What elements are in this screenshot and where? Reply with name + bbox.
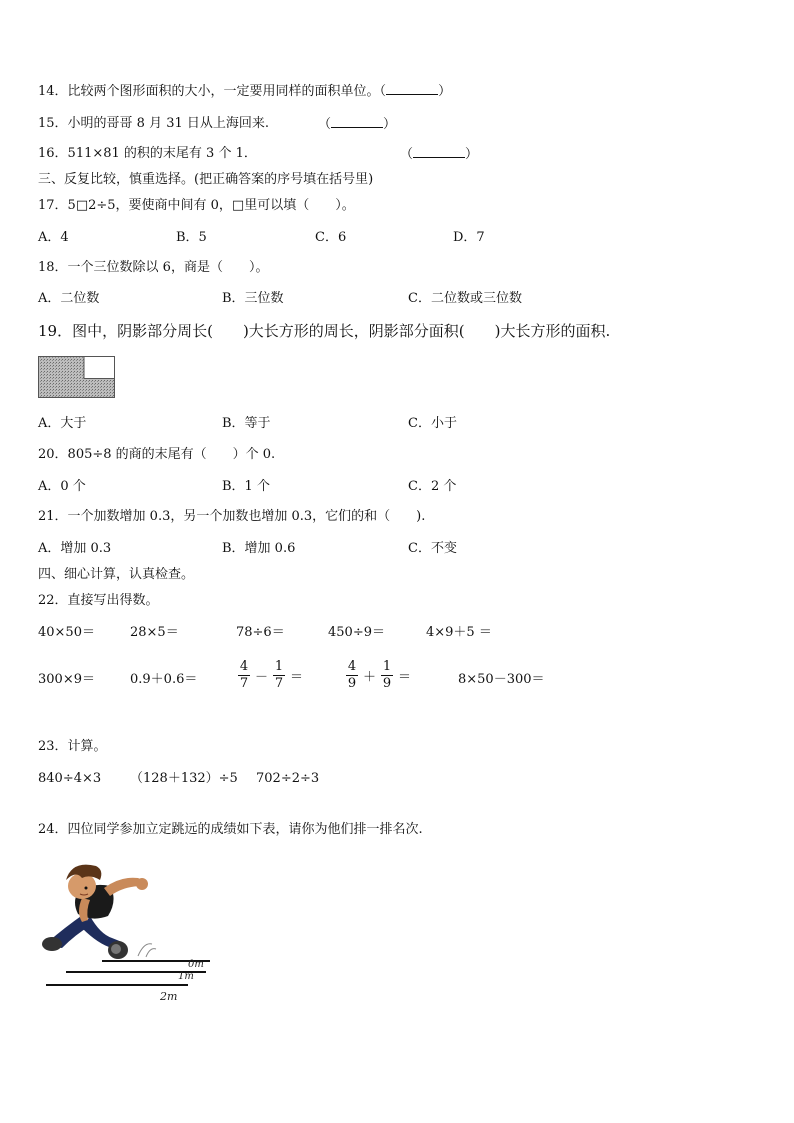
option-21-b[interactable]: B．增加 0.6	[222, 541, 296, 556]
shaded-rectangle-figure	[38, 356, 116, 398]
option-19-b[interactable]: B．等于	[222, 416, 271, 431]
question-18: 18．一个三位数除以 6，商是（ ）。	[38, 260, 269, 275]
calc-22-8-fraction: $\frac{4}{7}$ － $\frac{1}{7}$ ＝	[239, 659, 304, 691]
question-17: 17．5□2÷5，要使商中间有 0，□里可以填（ ）。	[38, 198, 355, 213]
option-18-c[interactable]: C．二位数或三位数	[408, 291, 522, 306]
mark-2m: 2m	[160, 990, 178, 1003]
calc-22-9-fraction: $\frac{4}{9}$ ＋ $\frac{1}{9}$ ＝	[347, 659, 412, 691]
mark-0m: 0m	[188, 959, 204, 970]
option-17-a[interactable]: A．4	[38, 230, 69, 245]
option-18-a[interactable]: A．二位数	[38, 291, 100, 306]
section-3-heading: 三、反复比较，慎重选择。(把正确答案的序号填在括号里)	[38, 172, 374, 187]
option-17-c[interactable]: C．6	[315, 230, 347, 245]
fraction-b: $\frac{1}{9}$	[382, 659, 392, 691]
calc-22-2: 28×5＝	[130, 625, 179, 640]
fraction-b: $\frac{1}{7}$	[274, 659, 284, 691]
question-21: 21．一个加数增加 0.3，另一个加数也增加 0.3，它们的和（ ).	[38, 509, 426, 524]
answer-paren-15: （ ）	[318, 117, 397, 132]
calc-22-1: 40×50＝	[38, 625, 95, 640]
section-4-heading: 四、细心计算，认真检查。	[38, 567, 195, 582]
calc-23-2: （128＋132）÷5	[130, 771, 238, 786]
calc-22-5: 4×9＋5 ＝	[426, 625, 492, 640]
question-23: 23．计算。	[38, 739, 107, 754]
fraction-a: $\frac{4}{7}$	[239, 659, 249, 691]
calc-22-6: 300×9＝	[38, 672, 95, 687]
answer-blank-14[interactable]	[386, 83, 438, 95]
question-22: 22．直接写出得数。	[38, 593, 159, 608]
question-19: 19．图中，阴影部分周长( )大长方形的周长，阴影部分面积( )大长方形的面积.	[38, 322, 611, 340]
long-jump-illustration	[38, 858, 218, 1008]
answer-blank-15[interactable]	[331, 116, 383, 128]
option-17-b[interactable]: B．5	[176, 230, 207, 245]
option-21-c[interactable]: C．不变	[408, 541, 457, 556]
fraction-a: $\frac{4}{9}$	[347, 659, 357, 691]
calc-22-10: 8×50－300＝	[458, 672, 545, 687]
option-19-c[interactable]: C．小于	[408, 416, 457, 431]
option-20-c[interactable]: C．2 个	[408, 479, 457, 494]
question-14: 14．比较两个图形面积的大小，一定要用同样的面积单位。（ ）	[38, 84, 452, 99]
option-18-b[interactable]: B．三位数	[222, 291, 284, 306]
answer-paren-16: （ ）	[400, 147, 479, 162]
mark-1m: 1m	[178, 971, 194, 982]
option-17-d[interactable]: D．7	[453, 230, 485, 245]
calc-22-7: 0.9＋0.6＝	[130, 672, 198, 687]
calc-22-3: 78÷6＝	[236, 625, 285, 640]
calc-23-1: 840÷4×3	[38, 771, 102, 786]
question-24: 24．四位同学参加立定跳远的成绩如下表，请你为他们排一排名次.	[38, 822, 423, 837]
option-21-a[interactable]: A．增加 0.3	[38, 541, 112, 556]
option-20-b[interactable]: B．1 个	[222, 479, 270, 494]
option-19-a[interactable]: A．大于	[38, 416, 87, 431]
question-16: 16．511×81 的积的末尾有 3 个 1．	[38, 146, 257, 161]
calc-23-3: 702÷2÷3	[256, 771, 320, 786]
answer-blank-16[interactable]	[413, 146, 465, 158]
question-20: 20．805÷8 的商的末尾有（ ）个 0.	[38, 447, 276, 462]
question-15: 15．小明的哥哥 8 月 31 日从上海回来.	[38, 116, 270, 131]
calc-22-4: 450÷9＝	[328, 625, 385, 640]
option-20-a[interactable]: A．0 个	[38, 479, 86, 494]
